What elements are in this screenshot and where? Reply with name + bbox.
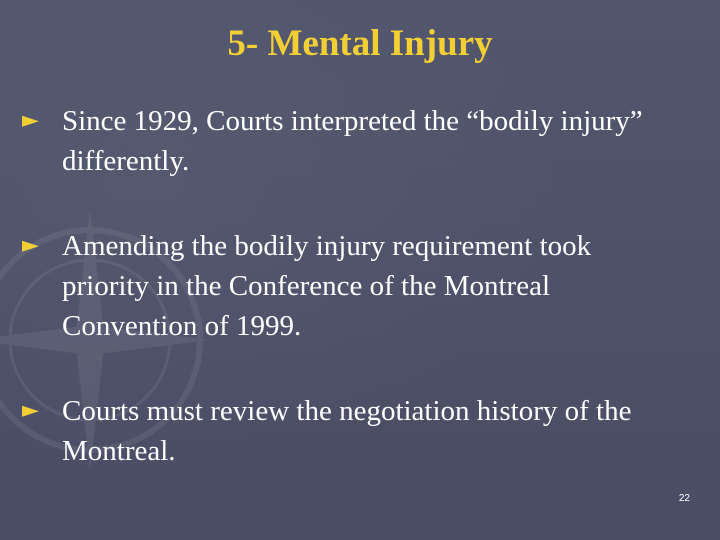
bullet-text: Courts must review the negotiation history of the Montreal.	[62, 395, 632, 467]
bullet-item	[22, 391, 682, 471]
bullet-arrow-icon: ►	[22, 233, 39, 258]
slide-title: 5- Mental Injury	[227, 23, 493, 64]
bullet-text: Since 1929, Courts interpreted the “bodily injury” differently.	[62, 105, 643, 177]
bullet-arrow-icon: ►	[22, 108, 39, 133]
bullet-text: Amending the bodily injury requirement took priority in the Conference of the Montreal Convention of 1999.	[62, 230, 592, 342]
bullet-arrow-icon: ►	[22, 398, 39, 423]
page-number: 22	[678, 493, 690, 504]
bullet-item	[22, 226, 682, 346]
bullet-list	[22, 101, 682, 471]
bullet-item	[22, 101, 682, 181]
